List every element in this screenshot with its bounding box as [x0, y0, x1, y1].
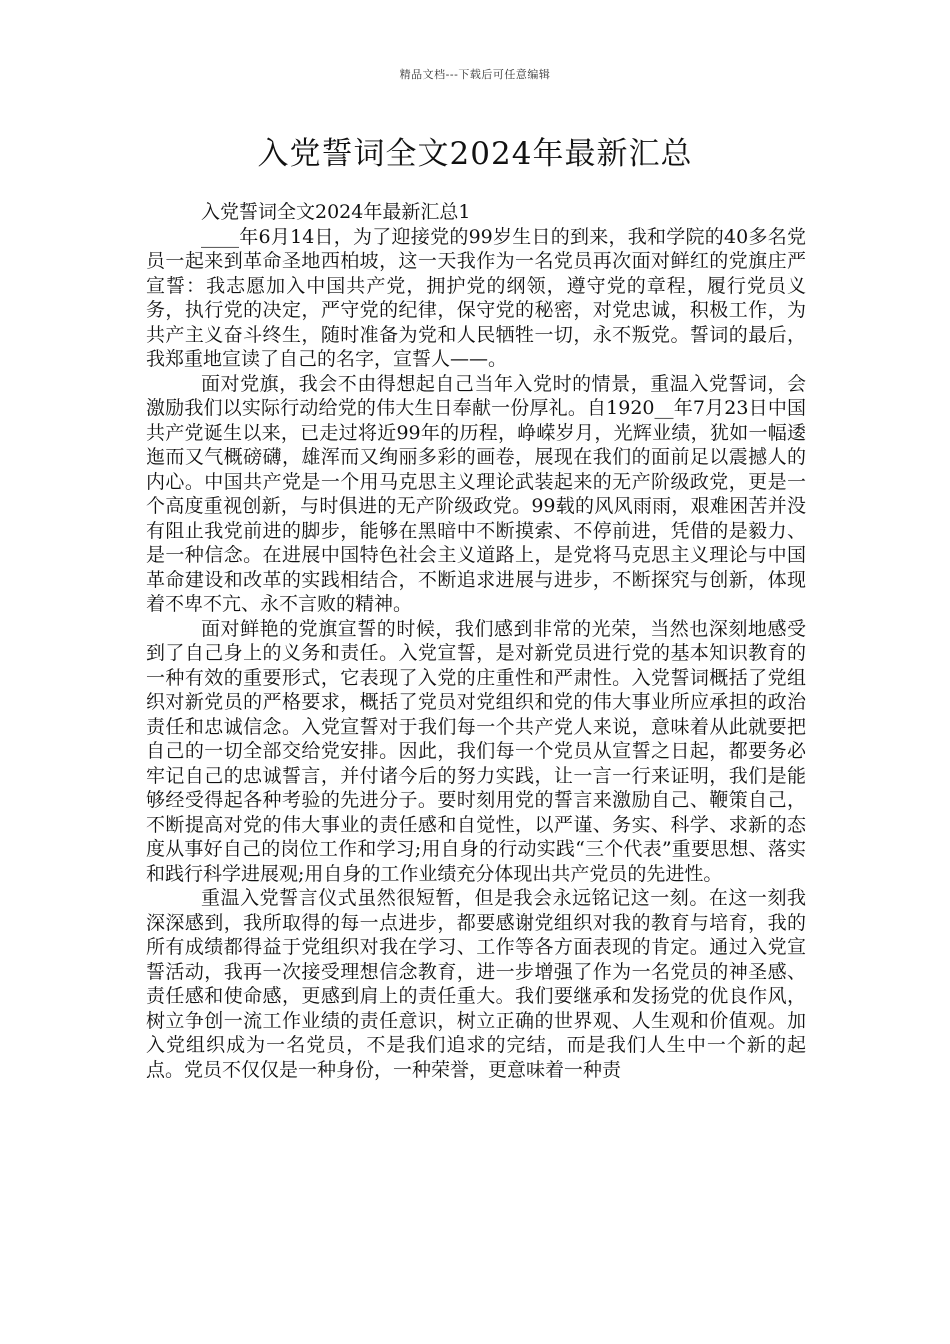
document-body	[146, 200, 806, 1082]
paragraph-2: 面对党旗，我会不由得想起自己当年入党时的情景，重温入党誓词，会激励我们以实际行动给党的伟大生日奉献一份厚礼。自1920__年7月23日中国共产党诞生以来，已走过将近99年的历程，峥嵘岁月，光辉业绩，犹如一幅逶迤而又气概磅礴，雄浑而又绚丽多彩的画卷，展现在我们的面前足以震撼人的内心。中国共产党是一个用马克思主义理论武装起来的无产阶级政党，更是一个高度重视创新，与时俱进的无产阶级政党。99载的风风雨雨，艰难困苦并没有阻止我党前进的脚步，能够在黑暗中不断摸索、不停前进，凭借的是毅力、是一种信念。在进展中国特色社会主义道路上，是党将马克思主义理论与中国革命建设和改革的实践相结合，不断追求进展与进步，不断探究与创新，体现着不卑不亢、永不言败的精神。	[146, 372, 806, 615]
paragraph-3: 面对鲜艳的党旗宣誓的时候，我们感到非常的光荣，当然也深刻地感受到了自己身上的义务和责任。入党宣誓，是对新党员进行党的基本知识教育的一种有效的重要形式，它表现了入党的庄重性和严肃性。入党誓词概括了党组织对新党员的严格要求，概括了党员对党组织和党的伟大事业所应承担的政治责任和忠诚信念。入党宣誓对于我们每一个共产党人来说，意味着从此就要把自己的一切全部交给党安排。因此，我们每一个党员从宣誓之日起，都要务必牢记自己的忠诚誓言，并付诸今后的努力实践，让一言一行来证明，我们是能够经受得起各种考验的先进分子。要时刻用党的誓言来激励自己、鞭策自己，不断提高对党的伟大事业的责任感和自觉性，以严谨、务实、科学、求新的态度从事好自己的岗位工作和学习;用自身的行动实践“三个代表”重要思想、落实和践行科学进展观;用自身的工作业绩充分体现出共产党员的先进性。	[146, 617, 806, 885]
document-title: 入党誓词全文2024年最新汇总	[257, 136, 693, 172]
paragraph-4: 重温入党誓言仪式虽然很短暂，但是我会永远铭记这一刻。在这一刻我深深感到，我所取得的每一点进步，都要感谢党组织对我的教育与培育，我的所有成绩都得益于党组织对我在学习、工作等各方面表现的肯定。通过入党宣誓活动，我再一次接受理想信念教育，进一步增强了作为一名党员的神圣感、责任感和使命感，更感到肩上的责任重大。我们要继承和发扬党的优良作风，树立争创一流工作业绩的责任意识，树立正确的世界观、人生观和价值观。加入党组织成为一名党员，不是我们追求的完结，而是我们人生中一个新的起点。党员不仅仅是一种身份，一种荣誉，更意味着一种责	[146, 887, 806, 1081]
paragraph-1: ____年6月14日，为了迎接党的99岁生日的到来，我和学院的40多名党员一起来到革命圣地西柏坡，这一天我作为一名党员再次面对鲜红的党旗庄严宣誓：我志愿加入中国共产党，拥护党的纲领，遵守党的章程，履行党员义务，执行党的决定，严守党的纪律，保守党的秘密，对党忠诚，积极工作，为共产主义奋斗终生，随时准备为党和人民牺牲一切，永不叛党。誓词的最后，我郑重地宣读了自己的名字，宣誓人——。	[146, 225, 806, 370]
header-note: 精品文档---下载后可任意编辑	[399, 68, 551, 81]
section-subtitle: 入党誓词全文2024年最新汇总1	[201, 201, 471, 223]
